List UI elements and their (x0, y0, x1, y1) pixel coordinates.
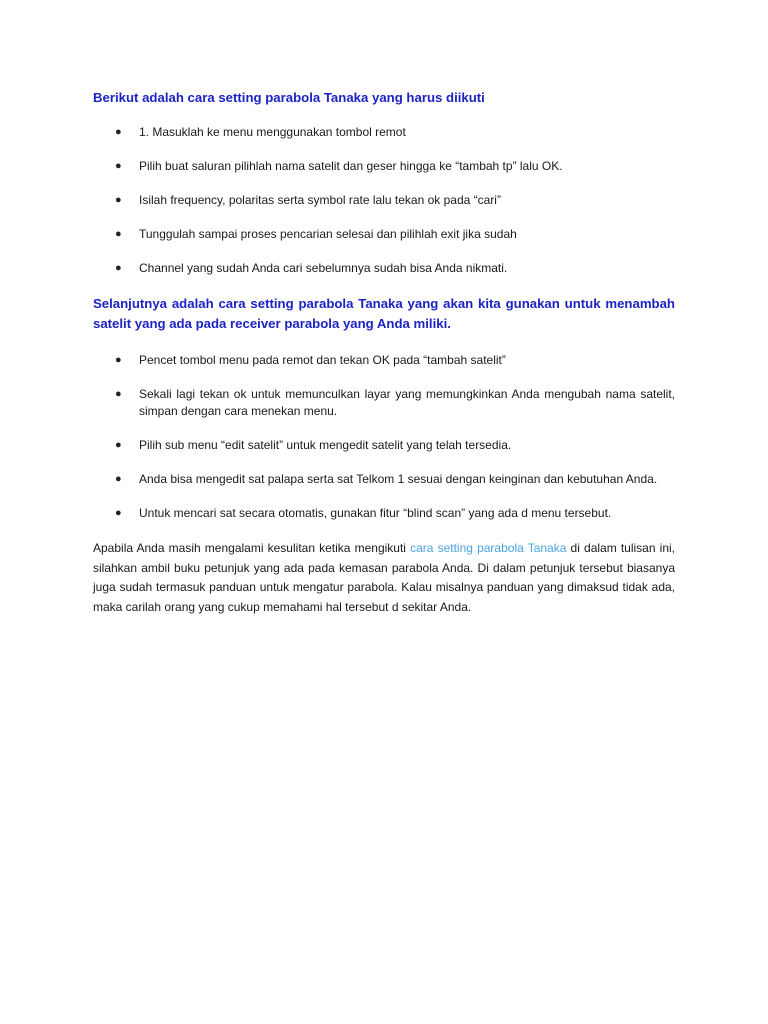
bullet-icon: ● (115, 126, 122, 138)
steps-list-1 (93, 124, 675, 277)
bullet-icon: ● (115, 473, 122, 485)
list-item-text: Untuk mencari sat secara otomatis, gunakan fitur “blind scan” yang ada d menu tersebut. (139, 506, 612, 520)
list-item-text: Channel yang sudah Anda cari sebelumnya sudah bisa Anda nikmati. (139, 261, 508, 275)
section-heading-2: Selanjutnya adalah cara setting parabola Tanaka yang akan kita gunakan untuk menambah satelit yang ada pada receiver parabola yang Anda miliki. (93, 296, 675, 331)
list-item-text: Pilih buat saluran pilihlah nama satelit dan geser hingga ke “tambah tp” lalu OK. (139, 159, 563, 173)
list-item (93, 226, 675, 243)
closing-text-after: di dalam tulisan ini, silahkan ambil buku petunjuk yang ada pada kemasan parabola Anda. Di dalam petunjuk tersebut biasanya juga sudah termasuk panduan untuk mengatur parabola. Kalau misalnya panduan yang dimaksud tidak ada, maka carilah orang yang cukup memahami hal tersebut d sekitar Anda. (93, 541, 675, 614)
list-item-text: Pilih sub menu “edit satelit” untuk mengedit satelit yang telah tersedia. (139, 438, 512, 452)
list-item-text: 1. Masuklah ke menu menggunakan tombol remot (139, 125, 406, 139)
steps-list-2 (93, 352, 675, 522)
bullet-icon: ● (115, 388, 122, 400)
list-item (93, 437, 675, 454)
list-item (93, 386, 675, 420)
list-item (93, 352, 675, 369)
list-item-text: Sekali lagi tekan ok untuk memunculkan layar yang memungkinkan Anda mengubah nama satelit, simpan dengan cara menekan menu. (139, 387, 675, 418)
list-item-text: Isilah frequency, polaritas serta symbol rate lalu tekan ok pada “cari” (139, 193, 501, 207)
bullet-icon: ● (115, 160, 122, 172)
bullet-icon: ● (115, 354, 122, 366)
list-item (93, 158, 675, 175)
bullet-icon: ● (115, 507, 122, 519)
list-item (93, 471, 675, 488)
list-item (93, 124, 675, 141)
list-item-text: Anda bisa mengedit sat palapa serta sat Telkom 1 sesuai dengan keinginan dan kebutuhan Anda. (139, 472, 658, 486)
list-item-text: Tunggulah sampai proses pencarian selesai dan pilihlah exit jika sudah (139, 227, 517, 241)
list-item (93, 505, 675, 522)
list-item-text: Pencet tombol menu pada remot dan tekan OK pada “tambah satelit” (139, 353, 506, 367)
bullet-icon: ● (115, 262, 122, 274)
bullet-icon: ● (115, 194, 122, 206)
document-content (93, 88, 675, 617)
closing-paragraph (93, 539, 675, 617)
list-item (93, 192, 675, 209)
list-item (93, 260, 675, 277)
article-link[interactable]: cara setting parabola Tanaka (410, 541, 567, 555)
bullet-icon: ● (115, 228, 122, 240)
section-heading-1: Berikut adalah cara setting parabola Tanaka yang harus diikuti (93, 90, 485, 105)
closing-text-before: Apabila Anda masih mengalami kesulitan ketika mengikuti (93, 541, 411, 555)
bullet-icon: ● (115, 439, 122, 451)
